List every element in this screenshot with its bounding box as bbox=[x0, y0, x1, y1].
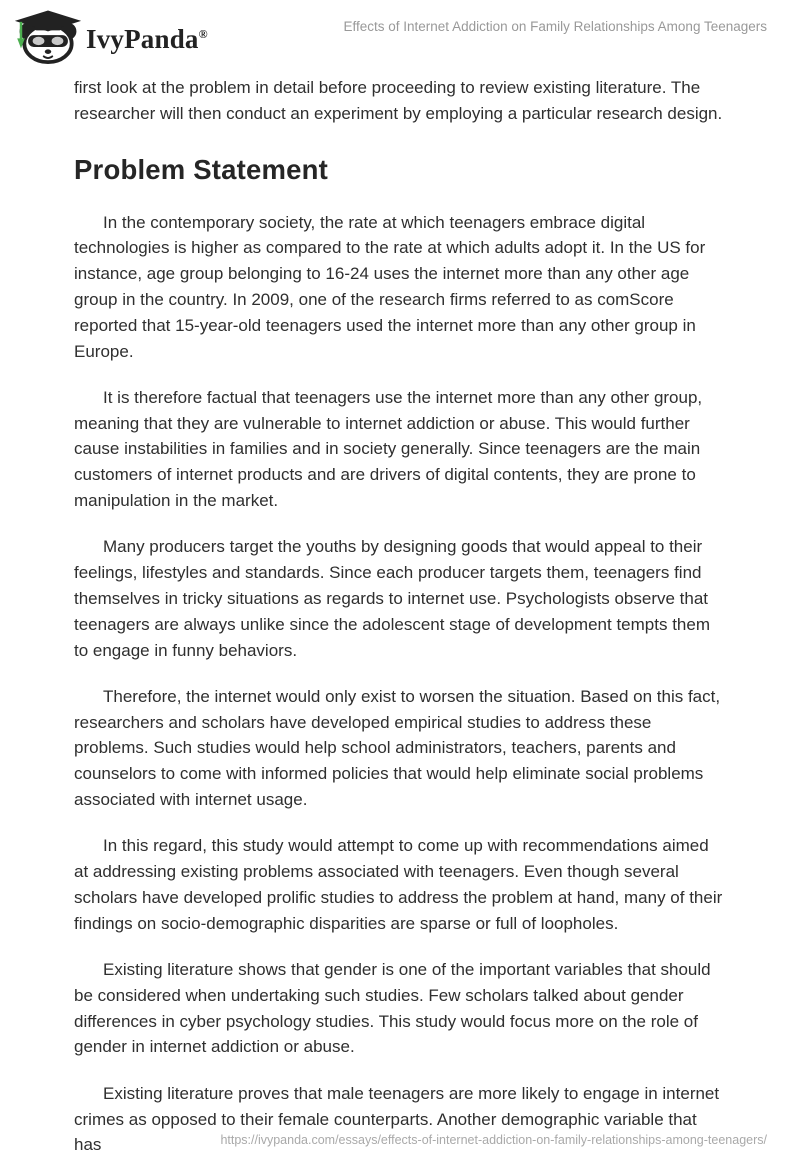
paragraph: Existing literature shows that gender is one of the important variables that should be considered when undertaking such studies. Few scholars talked about gender differences in cyber psychology studies. This study would focus more on the role of gender in internet addiction or abuse. bbox=[74, 960, 711, 1057]
brand-name-label: IvyPanda bbox=[86, 24, 199, 54]
paragraph: Many producers target the youths by designing goods that would appeal to their feelings, lifestyles and standards. Since each producer targets them, teenagers find themselves in tricky situations as regards to internet use. Psychologists observe that teenagers are always unlike since the adolescent stage of development tempts them to engage in funny behaviors. bbox=[74, 537, 710, 660]
source-url[interactable]: https://ivypanda.com/essays/effects-of-internet-addiction-on-family-relationships-among-teenagers/ bbox=[220, 1133, 767, 1147]
paragraph: In this regard, this study would attempt to come up with recommendations aimed at addressing existing problems associated with teenagers. Even though several scholars have developed prolific studies to address the problem at hand, many of their findings on socio-demographic disparities are sparse or full of loopholes. bbox=[74, 836, 723, 933]
paragraph: Existing literature proves that male teenagers are more likely to engage in internet crimes as opposed to their female counterparts. Another demographic variable that has bbox=[74, 1083, 720, 1155]
brand-name[interactable] bbox=[86, 6, 208, 67]
essay-body bbox=[0, 64, 800, 1158]
paragraph: Therefore, the internet would only exist to worsen the situation. Based on this fact, researchers and scholars have developed empirical studies to address these problems. Such studies would help school administrators, teachers, parents and counselors to come with informed policies that would help eliminate social problems associated with internet usage. bbox=[74, 686, 721, 810]
paragraph: In the contemporary society, the rate at which teenagers embrace digital technologies is higher as compared to the rate at which adults adopt it. In the US for instance, age group belonging to 16-24 uses the internet more than any other age group in the country. In 2009, one of the research firms referred to as comScore reported that 15-year-old teenagers used the internet more than any other group in Europe. bbox=[74, 212, 706, 361]
paragraph: It is therefore factual that teenagers use the internet more than any other group, meaning that they are vulnerable to internet addiction or abuse. This would further cause instabilities in families and in society generally. Since teenagers are the main customers of internet products and are drivers of digital contents, they are prone to manipulation in the market. bbox=[74, 387, 703, 511]
section-heading: Problem Statement bbox=[74, 153, 329, 185]
document-title: Effects of Internet Addiction on Family Relationships Among Teenagers bbox=[343, 19, 767, 34]
registered-trademark: ® bbox=[198, 27, 208, 41]
continuation-paragraph: first look at the problem in detail before proceeding to review existing literature. The researcher will then conduct an experiment by employing a particular research design. bbox=[74, 78, 723, 123]
page-header bbox=[0, 0, 800, 64]
brand-logo-group bbox=[12, 6, 208, 67]
panda-graduation-cap-logo-icon bbox=[12, 9, 84, 65]
